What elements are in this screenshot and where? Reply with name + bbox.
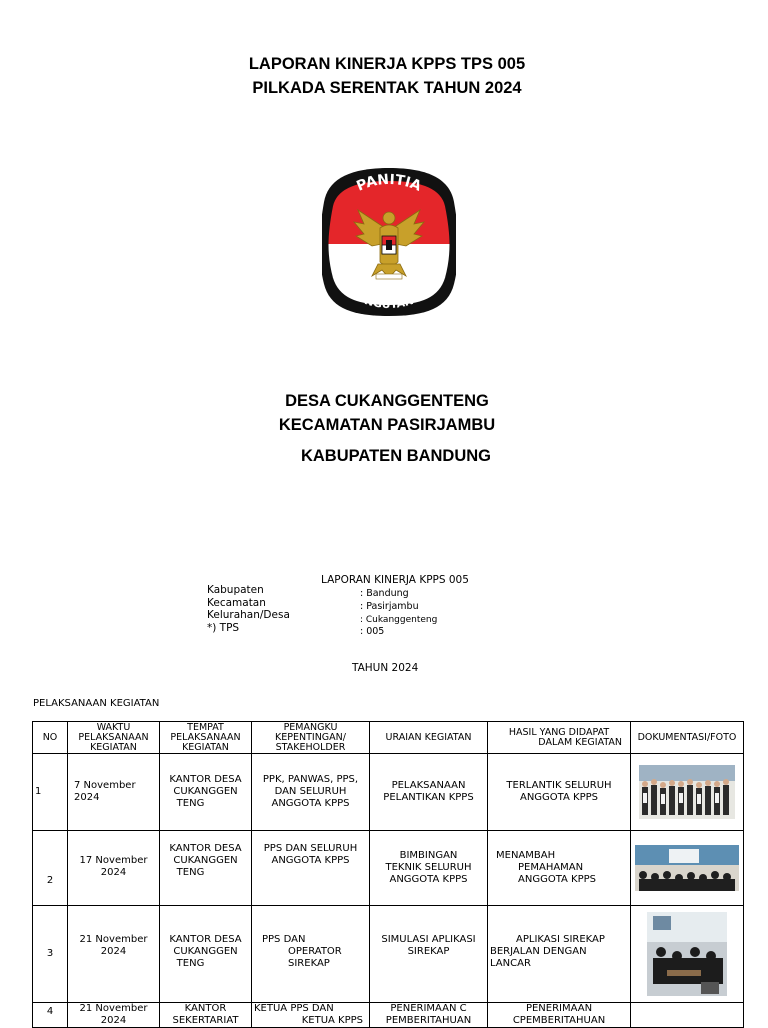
report-title-line1: LAPORAN KINERJA KPPS TPS 005	[248, 55, 526, 73]
label-tps: *) TPS	[207, 622, 240, 635]
label-kelurahan: Kelurahan/Desa	[207, 609, 290, 622]
row-tempat: KANTOR SEKERTARIAT	[160, 1003, 252, 1028]
row-uraian: PENERIMAAN C PEMBERITAHUAN	[370, 1003, 488, 1028]
row-tempat: KANTOR DESA CUKANGGEN TENG	[160, 831, 252, 906]
header-dokumentasi: DOKUMENTASI/FOTO	[631, 722, 744, 754]
photo-pelantikan	[639, 765, 735, 819]
header-waktu: WAKTU PELAKSANAAN KEGIATAN	[68, 722, 160, 754]
row-no: 1	[33, 754, 68, 831]
row-tempat: KANTOR DESA CUKANGGEN TENG	[160, 754, 252, 831]
header-pemangku: PEMANGKU KEPENTINGAN/ STAKEHOLDER	[252, 722, 370, 754]
row-pemangku: PPS DAN OPERATOR SIREKAP	[252, 906, 370, 1003]
row-waktu: 17 November 2024	[68, 831, 160, 906]
row-hasil: PENERIMAAN CPEMBERITAHUAN	[488, 1003, 631, 1028]
row-pemangku: KETUA PPS DAN KETUA KPPS	[252, 1003, 370, 1028]
logo-text-right: SUARA	[424, 253, 444, 292]
row-pemangku: PPS DAN SELURUH ANGGOTA KPPS	[252, 831, 370, 906]
label-kecamatan: Kecamatan	[207, 596, 266, 609]
region-desa: DESA CUKANGGENTENG	[285, 392, 489, 410]
row-no: 4	[33, 1003, 68, 1028]
info-values	[360, 588, 437, 639]
info-year: TAHUN 2024	[352, 662, 419, 674]
value-kabupaten: : Bandung	[360, 588, 409, 599]
value-kelurahan: : Cukanggenteng	[360, 614, 438, 625]
row-hasil: APLIKASI SIREKAP BERJALAN DENGAN LANCAR	[488, 906, 631, 1003]
activity-table	[32, 721, 744, 1028]
row-tempat: KANTOR DESA CUKANGGEN TENG	[160, 906, 252, 1003]
row-waktu: 21 November 2024	[68, 1003, 160, 1028]
header-uraian: URAIAN KEGIATAN	[370, 722, 488, 754]
table-row	[33, 754, 744, 831]
row-photo-cell	[631, 754, 744, 831]
row-uraian: PELAKSANAAN PELANTIKAN KPPS	[370, 754, 488, 831]
region-kecamatan: KECAMATAN PASIRJAMBU	[278, 416, 496, 434]
table-header-row	[33, 722, 744, 754]
photo-simulasi	[647, 912, 727, 996]
info-labels	[207, 584, 290, 635]
row-pemangku: PPK, PANWAS, PPS, DAN SELURUH ANGGOTA KPPS	[252, 754, 370, 831]
row-hasil: MENAMBAH PEMAHAMAN ANGGOTA KPPS	[488, 831, 631, 906]
row-photo-cell	[631, 831, 744, 906]
label-kabupaten: Kabupaten	[207, 584, 264, 596]
row-hasil: TERLANTIK SELURUH ANGGOTA KPPS	[488, 754, 631, 831]
logo-text-bottom: NGUTAN	[362, 293, 416, 312]
kpps-logo	[322, 166, 456, 318]
section-title: PELAKSANAAN KEGIATAN	[33, 698, 160, 709]
row-uraian: BIMBINGAN TEKNIK SELURUH ANGGOTA KPPS	[370, 831, 488, 906]
report-title-line2: PILKADA SERENTAK TAHUN 2024	[252, 79, 522, 97]
header-no: NO	[33, 722, 68, 754]
row-photo-cell	[631, 906, 744, 1003]
value-kecamatan: : Pasirjambu	[360, 600, 419, 612]
row-waktu: 7 November 2024	[68, 754, 160, 831]
row-uraian: SIMULASI APLIKASI SIREKAP	[370, 906, 488, 1003]
table-row	[33, 906, 744, 1003]
info-heading: LAPORAN KINERJA KPPS 005	[321, 574, 469, 586]
row-waktu: 21 November 2024	[68, 906, 160, 1003]
value-tps: : 005	[360, 626, 385, 638]
row-no: 2	[33, 831, 68, 906]
header-hasil: HASIL YANG DIDAPAT DALAM KEGIATAN	[488, 722, 631, 754]
table-row	[33, 831, 744, 906]
logo-text-left: PEMU	[336, 256, 354, 289]
photo-bimtek	[635, 845, 739, 891]
header-tempat: TEMPAT PELAKSANAAN KEGIATAN	[160, 722, 252, 754]
region-kabupaten: KABUPATEN BANDUNG	[300, 447, 492, 465]
row-no: 3	[33, 906, 68, 1003]
logo-text-top: PANITIA	[354, 171, 424, 195]
